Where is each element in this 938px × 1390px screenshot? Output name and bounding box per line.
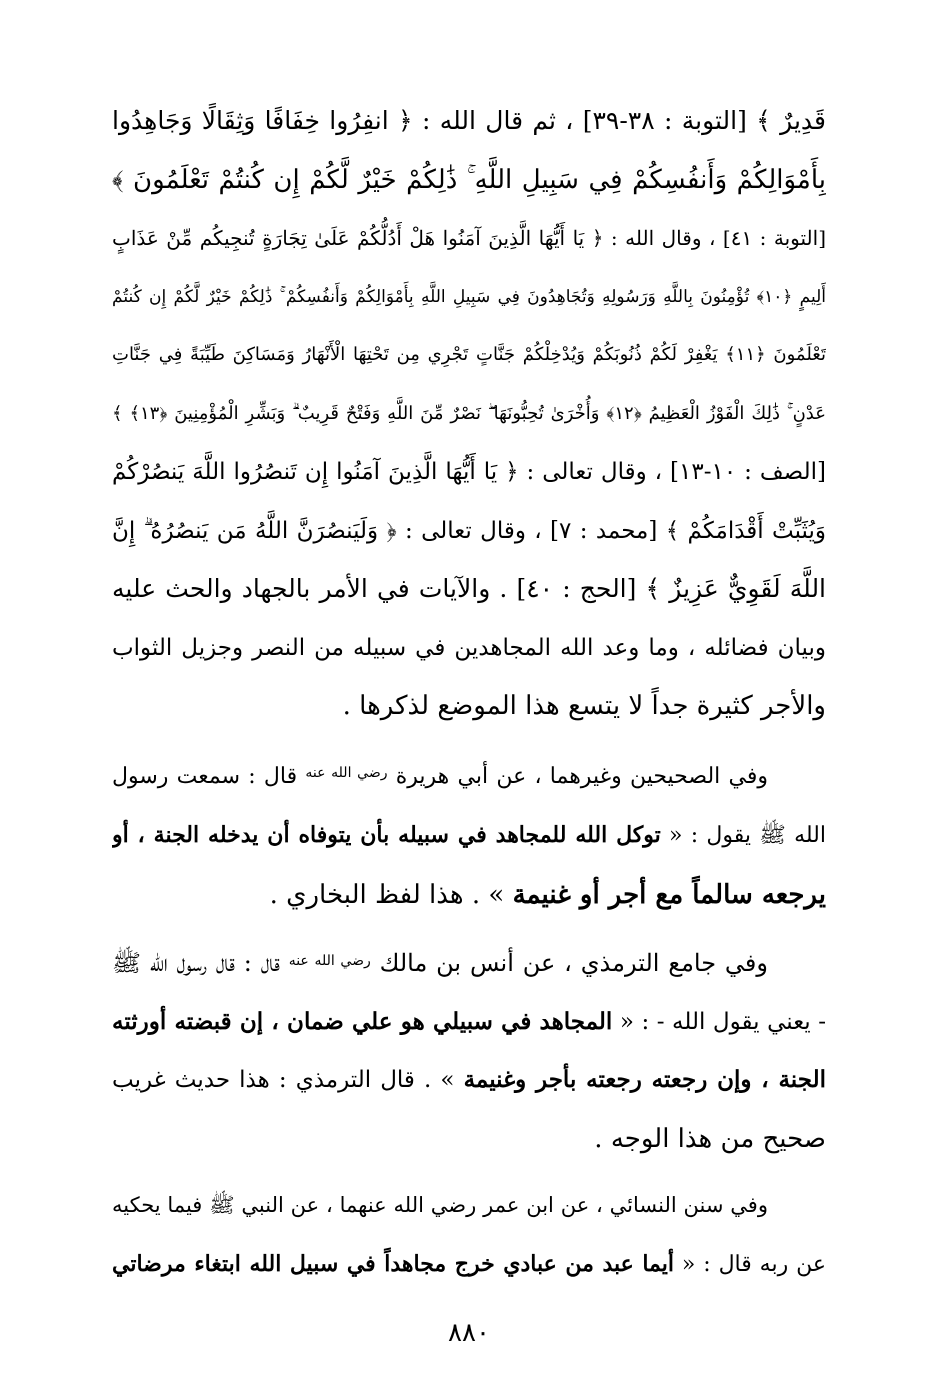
hadith-text: يرجعه سالماً مع أجر أو غنيمة [512,879,826,910]
text-line: الجنة ، وإن رجعته رجعته بأجر وغنيمة » . قال الترمذي : هذا حديث غريب [112,1066,826,1093]
text-line: [الصف : ١٠-١٣] ، وقال تعالى : ﴿ يَا أَيُّهَا الَّذِينَ آمَنُوا إِن تَنصُرُوا اللَّهَ يَنصُرْكُمْ [112,459,826,485]
text-line: [التوبة : ٤١] ، وقال الله : ﴿ يَا أَيُّهَا الَّذِينَ آمَنُوا هَلْ أَدُلُّكُمْ عَلَىٰ تِجَارَةٍ تُنجِيكُم مِّنْ عَذَابٍ [112,226,826,250]
text-line: وفي سنن النسائي ، عن ابن عمر رضي الله عنهما ، عن النبي ﷺ فيما يحكيه [112,1193,768,1217]
text-line: عَدْنٍ ۚ ذَٰلِكَ الْفَوْزُ الْعَظِيمُ ﴿١٢﴾ وَأُخْرَىٰ تُحِبُّونَهَا ۖ نَصْرٌ مِّنَ اللَّهِ وَفَتْحٌ قَرِيبٌ ۗ وَبَشِّرِ الْمُؤْمِنِينَ ﴿١٣﴾ ﴾ [112,402,826,424]
hadith-sahihayn-paragraph [112,744,826,925]
quran-verses-paragraph [112,92,826,736]
text-line: وفي جامع الترمذي ، عن أنس بن مالك $^{رضي الله عنه}$ قال : قال رسول الله ﷺ [112,949,768,977]
hadith-text: أيما عبد من عبادي خرج مجاهداً في سبيل الله ابتغاء مرضاتي [112,1250,674,1277]
text-line: وبيان فضائله ، وما وعد الله المجاهدين في سبيله من النصر وجزيل الثواب [112,634,826,661]
text-line: وَيُثَبِّتْ أَقْدَامَكُمْ ﴾ [محمد : ٧] ، وقال تعالى : ﴿ وَلَيَنصُرَنَّ اللَّهُ مَن يَنصُرُهُ ۗ إِنَّ [112,517,826,544]
honorific: رضي الله عنه [288,953,371,969]
hadith-tirmidhi-paragraph [112,932,826,1168]
salawat-honorific: ﷺ [209,1193,235,1217]
hadith-text: توكل الله للمجاهد في سبيله بأن يتوفاه أن يدخله الجنة ، أو [112,822,661,848]
text-line: قَدِيرٌ ﴾ [التوبة : ٣٨-٣٩] ، ثم قال الله : ﴿ انفِرُوا خِفَافًا وَثِقَالًا وَجَاهِدُوا [112,106,826,135]
text-line: تَعْلَمُونَ ﴿١١﴾ يَغْفِرْ لَكُمْ ذُنُوبَكُمْ وَيُدْخِلْكُمْ جَنَّاتٍ تَجْرِي مِن تَحْتِهَا الْأَنْهَارُ وَمَسَاكِنَ طَيِّبَةً فِي جَنَّاتِ [112,344,826,365]
text-line: صحيح من هذا الوجه . [594,1123,826,1154]
text-line: الله ﷺ يقول : « توكل الله للمجاهد في سبيله بأن يتوفاه أن يدخله الجنة ، أو [112,822,826,848]
hadith-text: المجاهد في سبيلي هو علي ضمان ، إن قبضته أورثته [112,1007,613,1035]
text-line: عن ربه قال : « أيما عبد من عبادي خرج مجاهداً في سبيل الله ابتغاء مرضاتي [112,1250,826,1277]
text-line: يرجعه سالماً مع أجر أو غنيمة » . هذا لفظ البخاري . [269,879,826,910]
text-line: - يعني يقول الله - : « المجاهد في سبيلي هو علي ضمان ، إن قبضته أورثته [112,1007,826,1035]
honorific: رضي الله عنه [305,764,388,781]
hadith-nasai-paragraph [112,1176,826,1294]
text-line: وفي الصحيحين وغيرهما ، عن أبي هريرة $^{رضي الله عنه}$ قال : سمعت رسول [112,763,768,789]
hadith-text: الجنة ، وإن رجعته رجعته بأجر وغنيمة [463,1066,826,1093]
page-number: ٨٨٠ [448,1318,490,1348]
text-line: والأجر كثيرة جداً لا يتسع هذا الموضع لذكرها . [342,691,826,721]
text-line: بِأَمْوَالِكُمْ وَأَنفُسِكُمْ فِي سَبِيلِ اللَّهِ ۚ ذَٰلِكُمْ خَيْرٌ لَّكُمْ إِن كُنتُمْ تَعْلَمُونَ ﴾ [112,164,826,195]
salawat-honorific: ﷺ [112,949,141,977]
text-line: أَلِيمٍ ﴿١٠﴾ تُؤْمِنُونَ بِاللَّهِ وَرَسُولِهِ وَتُجَاهِدُونَ فِي سَبِيلِ اللَّهِ بِأَمْوَالِكُمْ وَأَنفُسِكُمْ ۚ ذَٰلِكُمْ خَيْرٌ لَّكُمْ إِن كُنتُمْ [112,286,826,307]
text-line: اللَّهَ لَقَوِيٌّ عَزِيزٌ ﴾ [الحج : ٤٠] . والآيات في الأمر بالجهاد والحث عليه [112,574,826,603]
salawat-honorific: ﷺ [759,823,786,848]
